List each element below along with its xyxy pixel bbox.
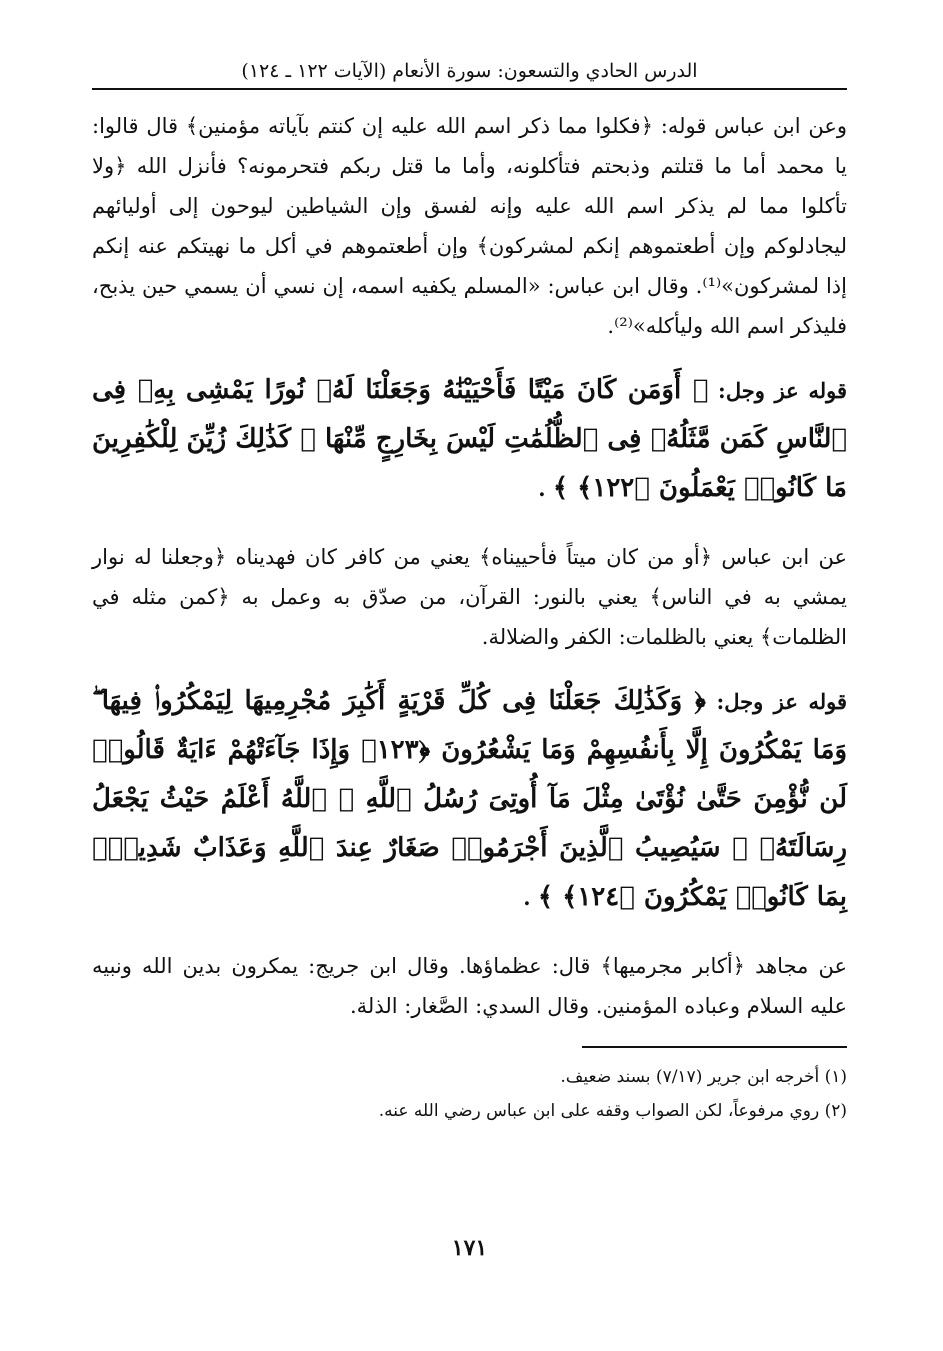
verse-intro: قوله عز وجل:	[708, 378, 848, 403]
verse-block-123-124	[92, 677, 847, 922]
footnote-1: (١) أخرجه ابن جرير (٧/١٧) بسند ضعيف.	[560, 1067, 847, 1087]
quran-verse-123-124: ﴿ وَكَذَٰلِكَ جَعَلْنَا فِى كُلِّ قَرْيَةٍ أَكَٰبِرَ مُجْرِمِيهَا لِيَمْكُرُوا۟ فِيهَا ۖ وَمَا يَمْكُرُونَ إِلَّا بِأَنفُسِهِمْ وَمَا يَشْعُرُونَ ﴿١٢٣﴾ وَإِذَا جَآءَتْهُمْ ءَايَةٌ قَالُوا۟ لَن نُّؤْمِنَ حَتَّىٰ نُؤْتَىٰ مِثْلَ مَآ أُوتِىَ رُسُلُ ٱللَّهِ ۘ ٱللَّهُ أَعْلَمُ حَيْثُ يَجْعَلُ رِسَالَتَهُۥ ۗ سَيُصِيبُ ٱلَّذِينَ أَجْرَمُوا۟ صَغَارٌ عِندَ ٱللَّهِ وَعَذَابٌ شَدِيدٌۢ بِمَا كَانُوا۟ يَمْكُرُونَ ﴿١٢٤﴾ ﴾	[92, 686, 847, 912]
running-header: الدرس الحادي والتسعون: سورة الأنعام (الآيات ١٢٢ ـ ١٢٤)	[92, 58, 847, 90]
verse-block-122	[92, 366, 847, 513]
quran-verse-122: ﴿ أَوَمَن كَانَ مَيْتًا فَأَحْيَيْنَٰهُ وَجَعَلْنَا لَهُۥ نُورًا يَمْشِى بِهِۦ فِى ٱلنَّاسِ كَمَن مَّثَلُهُۥ فِى ٱلظُّلُمَٰتِ لَيْسَ بِخَارِجٍ مِّنْهَا ۚ كَذَٰلِكَ زُيِّنَ لِلْكَٰفِرِينَ مَا كَانُوا۟ يَعْمَلُونَ ﴿١٢٢﴾ ﴾	[92, 375, 847, 503]
verse-end: .	[538, 476, 553, 501]
footnote-divider	[582, 1046, 847, 1048]
footnote-2: (٢) روي مرفوعاً، لكن الصواب وقفه على ابن عباس رضي الله عنه.	[378, 1101, 847, 1121]
paragraph-tafsir-123: عن مجاهد ﴿أكابر مجرميها﴾ قال: عظماؤها. وقال ابن جريج: يمكرون بدين الله ونبيه عليه السلام وعباده المؤمنين. وقال السدي: الصَّغار: الذلة.	[92, 954, 847, 1018]
paragraph-tafsir-122: عن ابن عباس ﴿أو من كان ميتاً فأحييناه﴾ يعني من كافر كان فهديناه ﴿وجعلنا له نوار يمشي به في الناس﴾ يعني بالنور: القرآن، من صدّق به وعمل به ﴿كمن مثله في الظلمات﴾ يعني بالظلمات: الكفر والضلالة.	[92, 545, 847, 649]
page-number: ١٧١	[451, 1235, 488, 1261]
paragraph-ibn-abbas-1: وعن ابن عباس قوله: ﴿فكلوا مما ذكر اسم الله عليه إن كنتم بآياته مؤمنين﴾ قال قالوا: يا محمد أما ما قتلتم وذبحتم فتأكلونه، وأما ما قتل ربكم فتحرمونه؟ فأنزل الله ﴿ولا تأكلوا مما لم يذكر اسم الله عليه وإنه لفسق وإن الشياطين ليوحون إلى أوليائهم ليجادلوكم وإن أطعتموهم إنكم لمشركون﴾ وإن أطعتموهم في أكل ما نهيتكم عنه إنكم إذا لمشركون»⁽¹⁾. وقال ابن عباس: «المسلم يكفيه اسمه، إن نسي أن يسمي حين يذبح، فليذكر اسم الله وليأكله»⁽²⁾.	[92, 114, 847, 338]
book-page	[92, 58, 847, 1351]
verse-intro: قوله عز وجل:	[705, 689, 847, 714]
verse-end: .	[523, 885, 538, 910]
